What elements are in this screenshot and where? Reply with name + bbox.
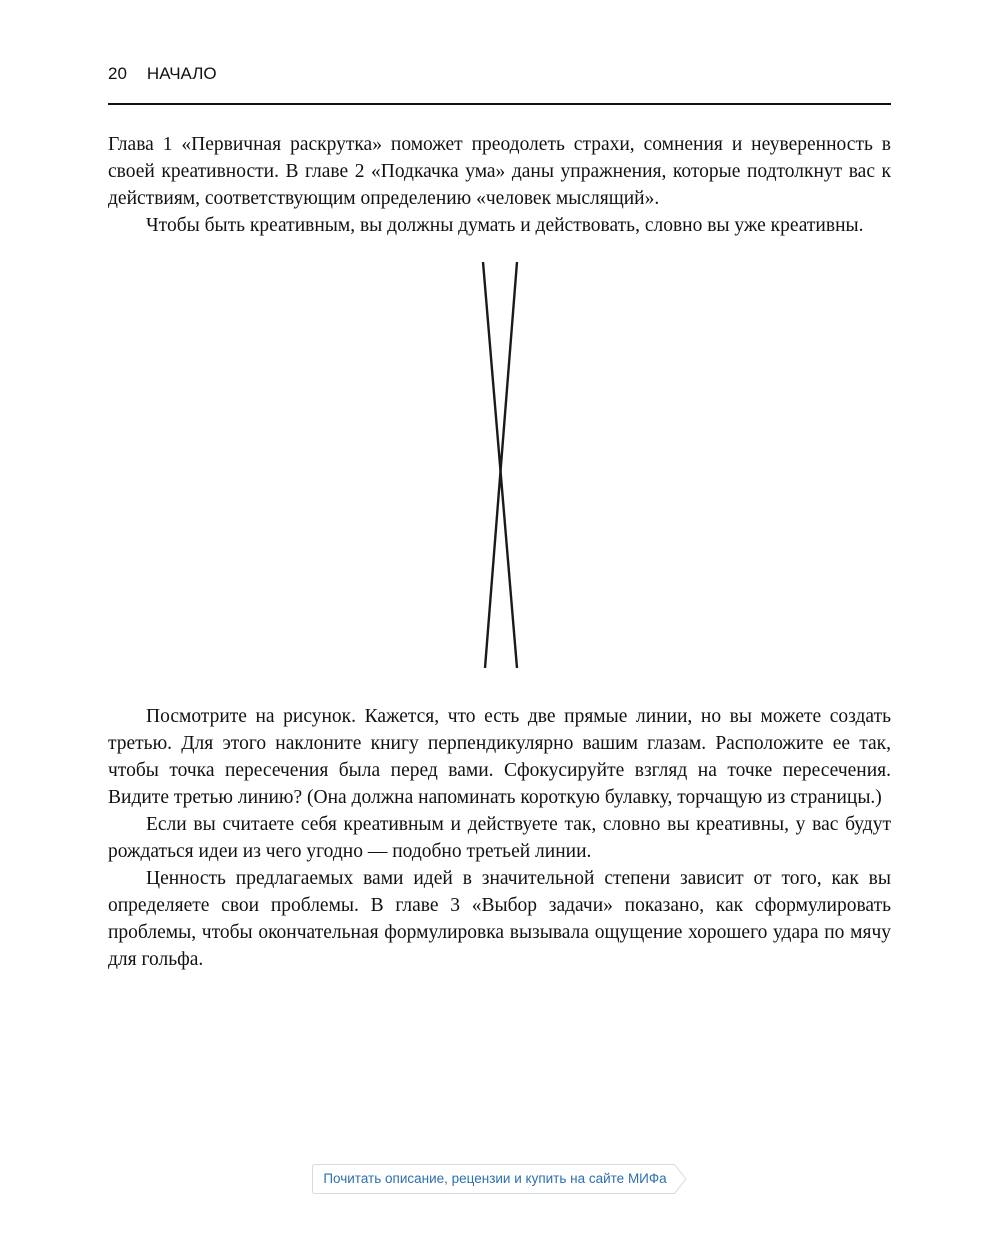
- paragraph: Посмотрите на рисунок. Кажется, что есть две прямые линии, но вы можете создать третью. Для этого наклоните книгу перпендикулярно вашим глазам. Расположите ее так, чтобы точка пересечения была перед вами. Сфокусируйте взгляд на точке пересечения. Видите третью линию? (Она должна напоминать короткую булавку, торчащую из страницы.): [108, 706, 891, 808]
- running-header: [108, 64, 891, 90]
- paragraph: Ценность предлагаемых вами идей в значительной степени зависит от того, как вы определяете свои проблемы. В главе 3 «Выбор задачи» показано, как сформулировать проблемы, чтобы окончательная формулировка вызывала ощущение хорошего удара по мячу для гольфа.: [108, 868, 891, 970]
- crossed-lines-icon: [470, 258, 530, 672]
- cta-label: Почитать описание, рецензии и купить на сайте МИФа: [323, 1171, 667, 1186]
- text-block-bottom: [108, 703, 891, 973]
- section-title: НАЧАЛО: [146, 64, 217, 83]
- header-rule: [108, 103, 891, 105]
- paragraph: Глава 1 «Первичная раскрутка» поможет преодолеть страхи, сомнения и неуверенность в своей креативности. В главе 2 «Подкачка ума» даны упражнения, которые подтолкнут вас к действиям, соответствующим определению «человек мыслящий».: [108, 134, 891, 209]
- paragraph: Если вы считаете себя креативным и действуете так, словно вы креативны, у вас будут рождаться идеи из чего угодно — подобно третьей линии.: [108, 814, 891, 862]
- crossed-lines-figure: [470, 258, 530, 672]
- page-number: 20: [108, 64, 127, 83]
- paragraph: Чтобы быть креативным, вы должны думать и действовать, словно вы уже креативны.: [146, 215, 864, 236]
- text-block-top: [108, 131, 891, 239]
- buy-on-mif-link[interactable]: [312, 1164, 687, 1194]
